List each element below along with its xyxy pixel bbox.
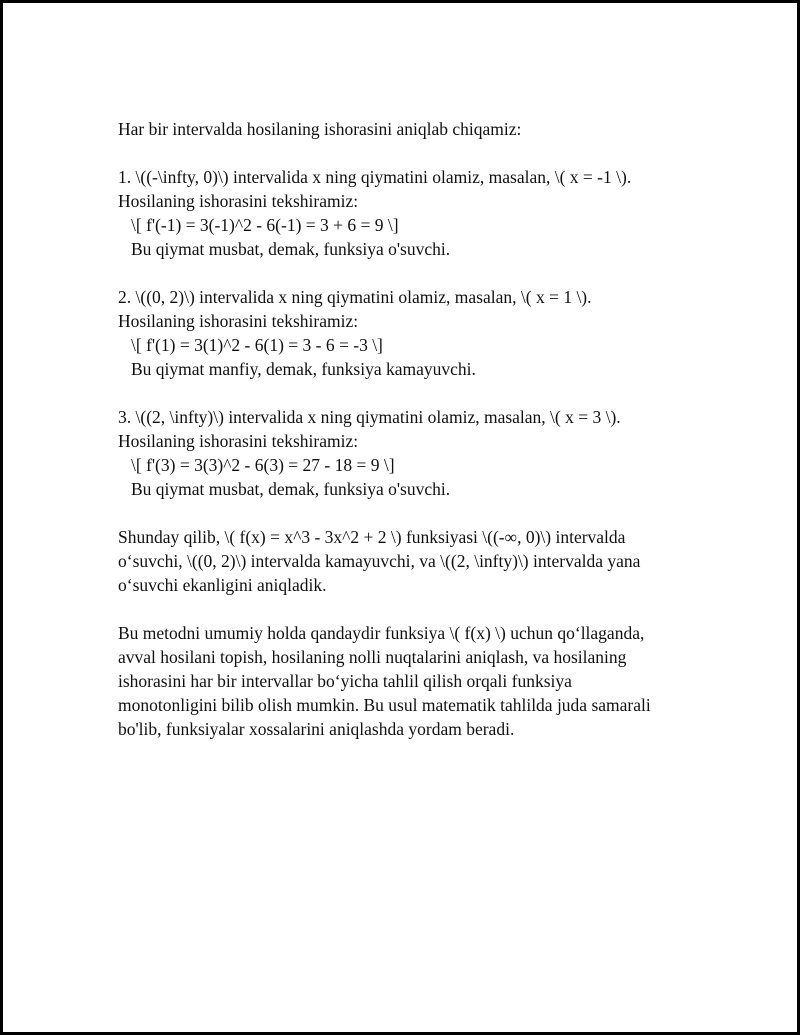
intro-line: Har bir intervalda hosilaning ishorasini aniqlab chiqamiz: <box>118 119 522 139</box>
derivative-formula: \[ f'(3) = 3(3)^2 - 6(3) = 27 - 18 = 9 \] <box>131 455 395 475</box>
document-body <box>118 117 718 741</box>
blank-line <box>118 141 718 165</box>
conclusion-line: Bu qiymat musbat, demak, funksiya o'suvchi. <box>131 239 451 259</box>
check-sign-line: Hosilaning ishorasini tekshiramiz: <box>118 311 359 331</box>
interval-item-3 <box>118 405 718 501</box>
interval-heading: 2. \((0, 2)\) intervalida x ning qiymatini olamiz, masalan, \( x = 1 \). <box>118 287 592 307</box>
blank-line <box>118 501 718 525</box>
method-line: ishorasini har bir intervallar bo‘yicha tahlil qilish orqali funksiya <box>118 671 572 691</box>
method-paragraph <box>118 621 718 741</box>
interval-heading: 3. \((2, \infty)\) intervalida x ning qiymatini olamiz, masalan, \( x = 3 \). <box>118 407 621 427</box>
interval-item-2 <box>118 285 718 381</box>
summary-paragraph <box>118 525 718 597</box>
conclusion-line: Bu qiymat musbat, demak, funksiya o'suvchi. <box>131 479 451 499</box>
summary-line: Shunday qilib, \( f(x) = x^3 - 3x^2 + 2 \) funksiyasi \((-∞, 0)\) intervalda <box>118 527 626 547</box>
method-line: bo'lib, funksiyalar xossalarini aniqlashda yordam beradi. <box>118 719 515 739</box>
derivative-formula: \[ f'(1) = 3(1)^2 - 6(1) = 3 - 6 = -3 \] <box>131 335 383 355</box>
method-line: Bu metodni umumiy holda qandaydir funksiya \( f(x) \) uchun qo‘llaganda, <box>118 623 645 643</box>
check-sign-line: Hosilaning ishorasini tekshiramiz: <box>118 431 359 451</box>
method-line: avval hosilani topish, hosilaning nolli nuqtalarini aniqlash, va hosilaning <box>118 647 627 667</box>
method-line: monotonligini bilib olish mumkin. Bu usul matematik tahlilda juda samarali <box>118 695 651 715</box>
check-sign-line: Hosilaning ishorasini tekshiramiz: <box>118 191 359 211</box>
summary-line: o‘suvchi ekanligini aniqladik. <box>118 575 327 595</box>
blank-line <box>118 261 718 285</box>
conclusion-line: Bu qiymat manfiy, demak, funksiya kamayuvchi. <box>131 359 476 379</box>
derivative-formula: \[ f'(-1) = 3(-1)^2 - 6(-1) = 3 + 6 = 9 \] <box>131 215 399 235</box>
interval-item-1 <box>118 165 718 261</box>
blank-line <box>118 381 718 405</box>
blank-line <box>118 597 718 621</box>
interval-heading: 1. \((-\infty, 0)\) intervalida x ning qiymatini olamiz, masalan, \( x = -1 \). <box>118 167 632 187</box>
summary-line: o‘suvchi, \((0, 2)\) intervalda kamayuvchi, va \((2, \infty)\) intervalda yana <box>118 551 641 571</box>
